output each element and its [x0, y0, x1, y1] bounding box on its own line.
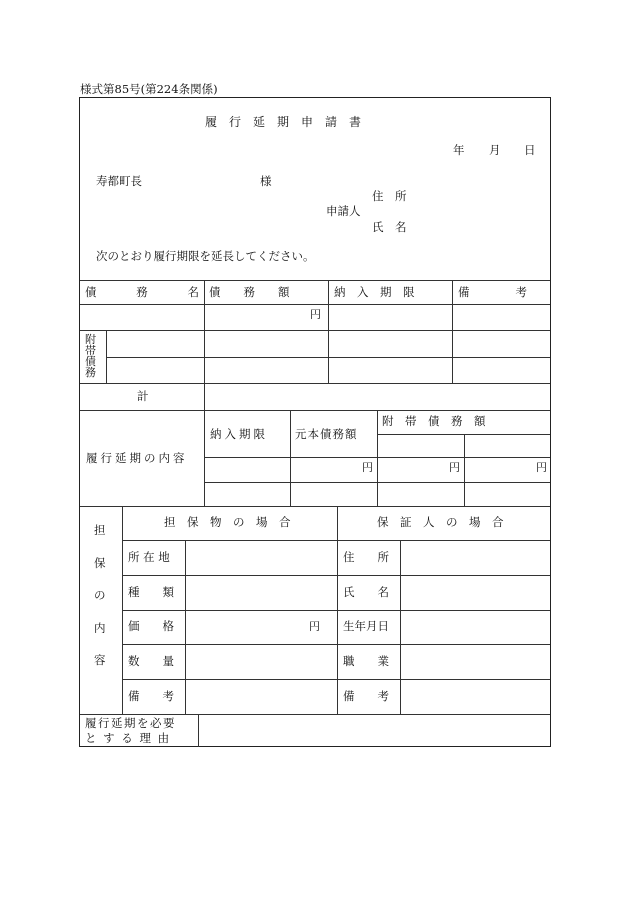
application-form [79, 97, 551, 747]
collateral-price-yen: 円 [309, 620, 320, 633]
guarantor-row-birthdate: 生年月日 [343, 619, 389, 633]
principal-yen: 円 [362, 461, 373, 474]
date-month: 月 [489, 143, 501, 157]
incidental-debt-label: 附 帯 債 務 [85, 333, 96, 379]
form-number-label: 様式第85号(第224条関係) [80, 82, 218, 96]
guarantor-row-address: 住 所 [343, 550, 389, 564]
header-debt-amount: 債 務 額 [209, 285, 290, 299]
guarantor-row-occupation: 職 業 [343, 654, 389, 668]
reason-label-line2: と す る 理 由 [85, 731, 171, 745]
security-content-label: 担 保 の 内 容 [94, 523, 106, 667]
extension-principal-header: 元本債務額 [295, 427, 358, 441]
extension-due-date-header: 納入期限 [210, 427, 268, 441]
collateral-row-price: 価 格 [128, 619, 174, 633]
date-day: 日 [524, 143, 536, 157]
applicant-name-label: 氏 名 [372, 220, 407, 234]
guarantor-header: 保 証 人 の 場 合 [377, 515, 504, 529]
collateral-header: 担 保 物 の 場 合 [164, 515, 291, 529]
collateral-row-quantity: 数 量 [128, 654, 174, 668]
date-year: 年 [453, 143, 465, 157]
collateral-row-remarks: 備 考 [128, 689, 174, 703]
intro-text: 次のとおり履行期限を延長してください。 [96, 249, 315, 263]
guarantor-row-remarks: 備 考 [343, 689, 389, 703]
addressee-name: 寿都町長 [96, 174, 142, 188]
reason-label-line1: 履行延期を必要 [85, 716, 176, 730]
form-title: 履 行 延 期 申 請 書 [205, 115, 362, 129]
incidental-yen-1: 円 [449, 461, 460, 474]
header-debt-name: 債 務 名 [85, 285, 199, 299]
header-remarks: 備 考 [458, 285, 527, 299]
applicant-label: 申請人 [326, 204, 361, 218]
total-label: 計 [137, 389, 149, 403]
extension-incidental-header: 附 帯 債 務 額 [382, 414, 486, 428]
collateral-row-location: 所 在 地 [128, 550, 170, 564]
extension-label: 履行延期の内容 [86, 451, 188, 465]
addressee-honorific: 様 [260, 174, 272, 188]
applicant-address-label: 住 所 [372, 189, 407, 203]
guarantor-row-name: 氏 名 [343, 585, 389, 599]
debt-amount-yen: 円 [310, 308, 321, 321]
incidental-yen-2: 円 [536, 461, 547, 474]
header-due-date: 納 入 期 限 [334, 285, 415, 299]
collateral-row-type: 種 類 [128, 585, 174, 599]
